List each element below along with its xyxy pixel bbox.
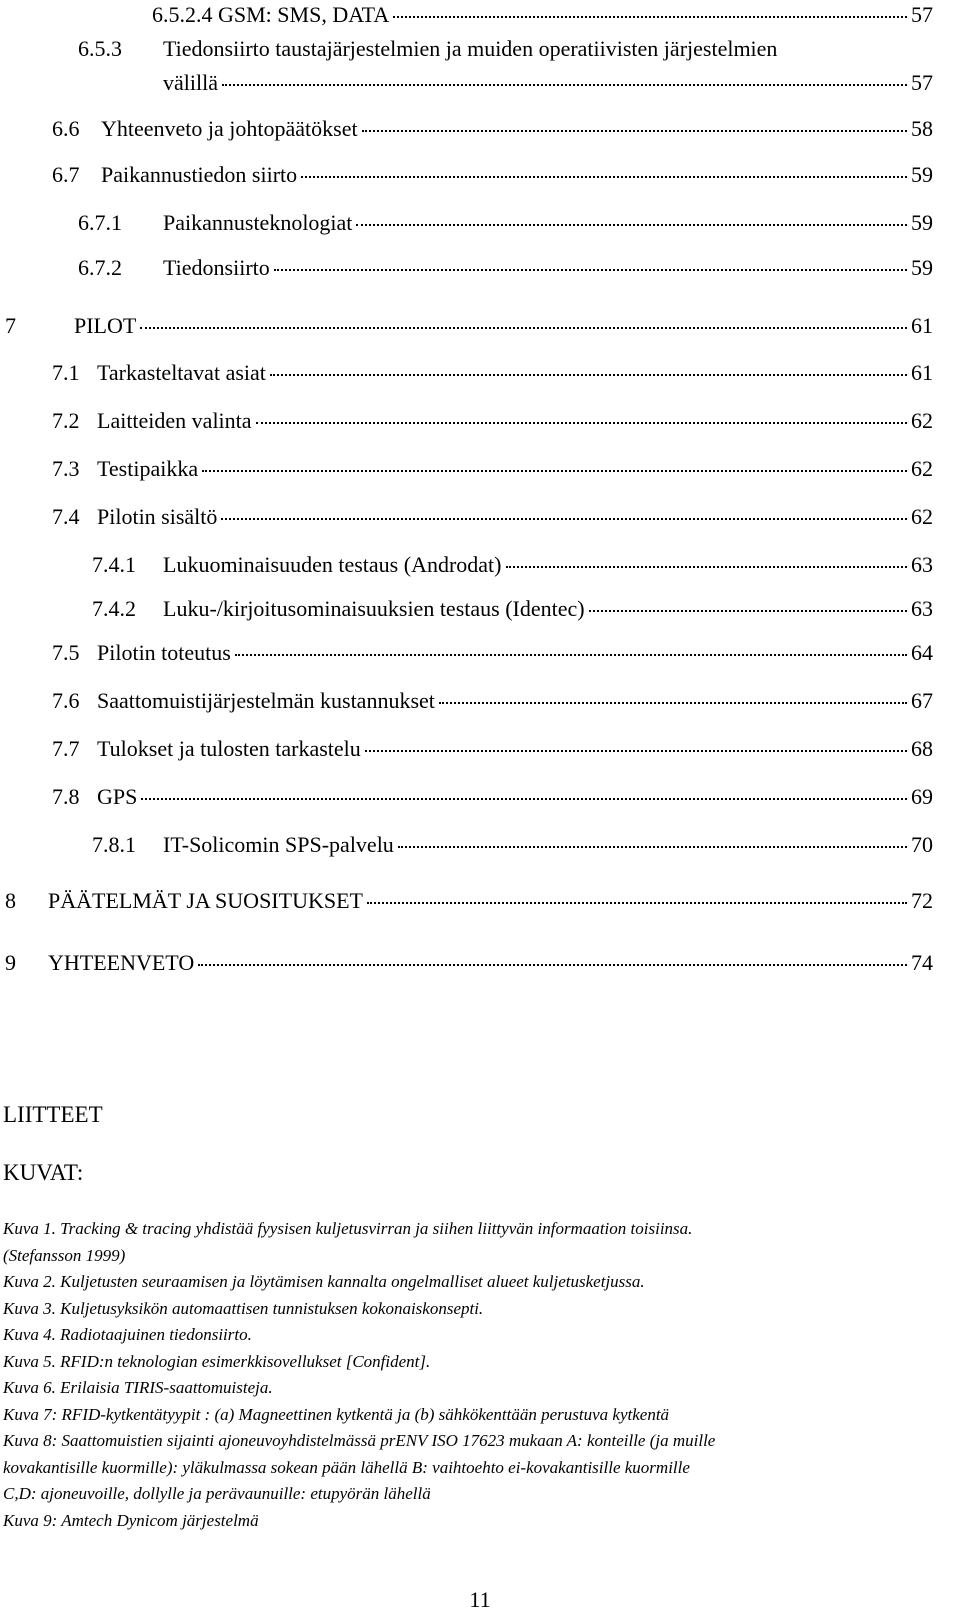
toc-page-number: 62 bbox=[911, 408, 933, 433]
toc-title: Lukuominaisuuden testaus (Androdat) bbox=[163, 552, 502, 577]
toc-title: Tarkasteltavat asiat bbox=[97, 360, 266, 385]
toc-page-number: 62 bbox=[911, 456, 933, 481]
dot-leader bbox=[256, 422, 907, 424]
figure-list bbox=[3, 1216, 940, 1534]
toc-title: GPS bbox=[97, 784, 138, 809]
toc-title: IT-Solicomin SPS-palvelu bbox=[163, 832, 394, 857]
toc-entry bbox=[52, 454, 933, 484]
toc-number: 6.5.2.4 bbox=[152, 2, 213, 27]
toc-page-number: 61 bbox=[911, 360, 933, 385]
toc-page-number: 74 bbox=[911, 950, 933, 975]
dot-leader bbox=[198, 964, 907, 966]
toc-number: 6.5.3 bbox=[78, 36, 122, 61]
toc-number: 6.7 bbox=[52, 162, 80, 187]
dot-leader bbox=[356, 224, 907, 226]
toc-entry bbox=[92, 594, 933, 624]
dot-leader bbox=[222, 84, 907, 86]
toc-title: Laitteiden valinta bbox=[97, 408, 252, 433]
toc-entry bbox=[52, 686, 933, 716]
toc-entry bbox=[92, 830, 933, 860]
dot-leader bbox=[301, 176, 907, 178]
toc-title: Tiedonsiirto taustajärjestelmien ja muiden operatiivisten järjestelmien bbox=[163, 36, 778, 61]
toc-number: 8 bbox=[5, 888, 16, 913]
appendices-heading: LIITTEET bbox=[3, 1102, 103, 1127]
figure-caption: Kuva 8: Saattomuistien sijainti ajoneuvoyhdistelmässä prENV ISO 17623 mukaan A: konteille (ja muille bbox=[3, 1431, 716, 1450]
toc-title: PÄÄTELMÄT JA SUOSITUKSET bbox=[48, 888, 363, 913]
toc-title: Testipaikka bbox=[97, 456, 199, 481]
dot-leader bbox=[398, 846, 907, 848]
toc-page-number: 67 bbox=[911, 688, 933, 713]
toc-number: 7.4.2 bbox=[92, 596, 136, 621]
dot-leader bbox=[393, 16, 907, 18]
dot-leader bbox=[439, 702, 907, 704]
toc-title-continued: välillä bbox=[163, 70, 218, 95]
figure-caption: (Stefansson 1999) bbox=[3, 1245, 126, 1265]
toc-title: PILOT bbox=[74, 313, 137, 338]
figure-caption: Kuva 3. Kuljetusyksikön automaattisen tunnistuksen kokonaiskonsepti. bbox=[3, 1298, 484, 1318]
toc-page-number: 59 bbox=[911, 210, 933, 235]
toc-title: Luku-/kirjoitusominaisuuksien testaus (Identec) bbox=[163, 596, 585, 621]
figure-caption: Kuva 4. Radiotaajuinen tiedonsiirto. bbox=[3, 1325, 252, 1344]
figure-caption: C,D: ajoneuvoille, dollylle ja perävaunuille: etupyörän lähellä bbox=[3, 1484, 431, 1503]
figure-caption: Kuva 1. Tracking & tracing yhdistää fyysisen kuljetusvirran ja siihen liittyvän informaation toisiinsa. bbox=[3, 1219, 693, 1238]
toc-page-number: 69 bbox=[911, 784, 933, 809]
dot-leader bbox=[589, 610, 907, 612]
toc-page-number: 64 bbox=[911, 640, 933, 665]
toc-page-number: 58 bbox=[911, 116, 933, 141]
figure-caption: kovakantisille kuormille): yläkulmassa sokean pään lähellä B: vaihtoehto ei-kovakantisille kuormille bbox=[3, 1457, 690, 1477]
toc-page-number: 57 bbox=[911, 70, 933, 95]
toc-entry bbox=[78, 253, 933, 283]
dot-leader bbox=[367, 902, 907, 904]
toc-number: 7.6 bbox=[52, 688, 80, 713]
toc-number: 9 bbox=[5, 950, 16, 975]
dot-leader bbox=[270, 374, 907, 376]
toc-title: YHTEENVETO bbox=[48, 950, 195, 975]
toc-number: 7.2 bbox=[52, 408, 80, 433]
toc-title: GSM: SMS, DATA bbox=[218, 2, 390, 27]
toc-title: Saattomuistijärjestelmän kustannukset bbox=[97, 688, 435, 713]
toc-page-number: 68 bbox=[911, 736, 933, 761]
toc-title: Pilotin sisältö bbox=[97, 504, 218, 529]
figure-caption: Kuva 6. Erilaisia TIRIS-saattomuisteja. bbox=[3, 1378, 273, 1397]
toc-entry bbox=[5, 311, 933, 341]
toc-page-number: 59 bbox=[911, 162, 933, 187]
toc-entry bbox=[52, 160, 933, 190]
toc-entry bbox=[52, 782, 933, 812]
toc-page-number: 72 bbox=[911, 888, 933, 913]
toc-number: 7.5 bbox=[52, 640, 80, 665]
toc-number: 7.7 bbox=[52, 736, 80, 761]
dot-leader bbox=[365, 750, 907, 752]
toc-entry bbox=[52, 114, 933, 144]
toc-entry bbox=[52, 406, 933, 436]
page-number: 11 bbox=[469, 1587, 491, 1612]
toc-number: 6.7.2 bbox=[78, 255, 122, 280]
dot-leader bbox=[362, 130, 907, 132]
toc-number: 7 bbox=[5, 313, 16, 338]
dot-leader bbox=[141, 798, 907, 800]
dot-leader bbox=[202, 470, 907, 472]
figure-caption: Kuva 2. Kuljetusten seuraamisen ja löytämisen kannalta ongelmalliset alueet kuljetusketjussa. bbox=[3, 1272, 645, 1291]
dot-leader bbox=[221, 518, 907, 520]
toc-entry bbox=[52, 734, 933, 764]
figure-caption: Kuva 5. RFID:n teknologian esimerkkisovellukset [Confident]. bbox=[3, 1351, 431, 1371]
figures-heading: KUVAT: bbox=[3, 1160, 84, 1185]
dot-leader bbox=[235, 654, 907, 656]
toc-entry bbox=[78, 34, 933, 98]
toc-number: 7.4.1 bbox=[92, 552, 136, 577]
toc-entry bbox=[152, 0, 933, 30]
toc-number: 7.3 bbox=[52, 456, 80, 481]
toc-entry bbox=[52, 502, 933, 532]
toc-page-number: 62 bbox=[911, 504, 933, 529]
toc-entry bbox=[52, 638, 933, 668]
toc-title: Pilotin toteutus bbox=[97, 640, 231, 665]
toc-title: Tiedonsiirto bbox=[163, 255, 270, 280]
dot-leader bbox=[140, 327, 907, 329]
dot-leader bbox=[274, 269, 907, 271]
toc-title: Paikannusteknologiat bbox=[163, 210, 353, 235]
toc-page-number: 63 bbox=[911, 596, 933, 621]
toc-entry bbox=[5, 886, 933, 916]
toc-page-number: 70 bbox=[911, 832, 933, 857]
toc-title: Yhteenveto ja johtopäätökset bbox=[101, 116, 358, 141]
toc-entry bbox=[52, 358, 933, 388]
toc-number: 6.7.1 bbox=[78, 210, 122, 235]
toc-entry bbox=[5, 948, 933, 978]
toc-page-number: 63 bbox=[911, 552, 933, 577]
dot-leader bbox=[506, 566, 908, 568]
toc-entry bbox=[78, 208, 933, 238]
toc-number: 7.8.1 bbox=[92, 832, 136, 857]
toc-page-number: 59 bbox=[911, 255, 933, 280]
figure-caption: Kuva 7: RFID-kytkentätyypit : (a) Magneettinen kytkentä ja (b) sähkökenttään perustuva kytkentä bbox=[3, 1404, 670, 1424]
figure-caption: Kuva 9: Amtech Dynicom järjestelmä bbox=[3, 1510, 259, 1530]
toc-number: 6.6 bbox=[52, 116, 80, 141]
toc-title: Tulokset ja tulosten tarkastelu bbox=[97, 736, 361, 761]
toc-number: 7.4 bbox=[52, 504, 80, 529]
toc-number: 7.8 bbox=[52, 784, 80, 809]
toc-title: Paikannustiedon siirto bbox=[101, 162, 298, 187]
toc-entry bbox=[92, 550, 933, 580]
toc-page-number: 61 bbox=[911, 313, 933, 338]
toc-number: 7.1 bbox=[52, 360, 80, 385]
toc-page-number: 57 bbox=[911, 2, 933, 27]
